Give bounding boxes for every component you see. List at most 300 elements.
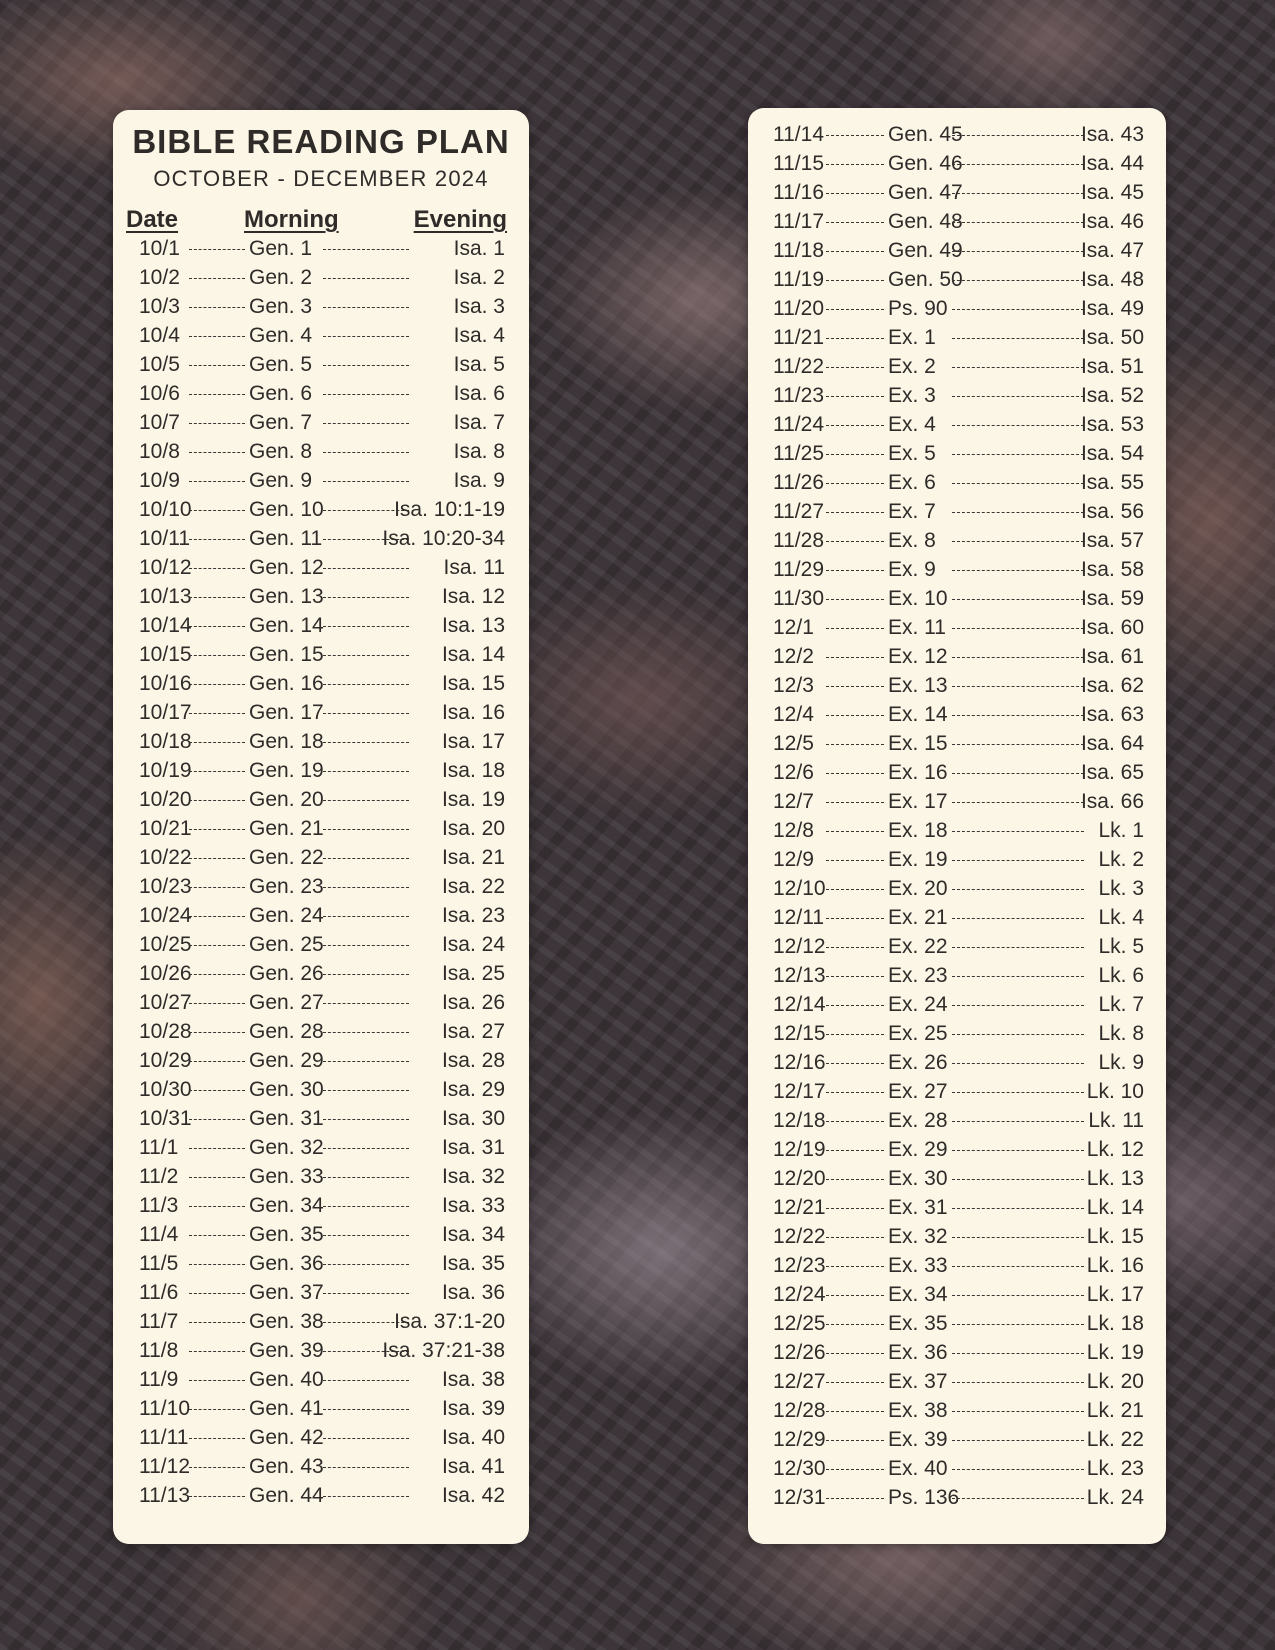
dotted-leader <box>952 1353 1084 1354</box>
morning-reading: Ex. 5 <box>888 442 936 465</box>
dotted-leader <box>323 916 409 917</box>
reading-row <box>748 149 1166 178</box>
dotted-leader <box>189 1264 245 1265</box>
reading-row <box>748 613 1166 642</box>
reading-row <box>113 756 529 785</box>
morning-reading: Ex. 27 <box>888 1080 948 1103</box>
dotted-leader <box>323 452 409 453</box>
reading-date: 10/14 <box>139 614 192 637</box>
dotted-leader <box>323 974 409 975</box>
reading-row <box>113 321 529 350</box>
dotted-leader <box>826 1179 884 1180</box>
morning-reading: Ex. 1 <box>888 326 936 349</box>
dotted-leader <box>952 1121 1084 1122</box>
dotted-leader <box>323 1293 409 1294</box>
evening-reading: Isa. 53 <box>1080 413 1144 436</box>
evening-reading: Isa. 20 <box>441 817 505 840</box>
morning-reading: Ex. 37 <box>888 1370 948 1393</box>
reading-date: 11/13 <box>139 1484 190 1507</box>
dotted-leader <box>323 1148 409 1149</box>
reading-row <box>113 1162 529 1191</box>
evening-reading: Isa. 27 <box>441 1020 505 1043</box>
dotted-leader <box>189 1061 245 1062</box>
morning-reading: Ex. 35 <box>888 1312 948 1335</box>
morning-reading: Ex. 14 <box>888 703 948 726</box>
reading-date: 12/6 <box>773 761 814 784</box>
dotted-leader <box>189 510 245 511</box>
dotted-leader <box>189 278 245 279</box>
morning-reading: Gen. 12 <box>249 556 324 579</box>
dotted-leader <box>189 336 245 337</box>
evening-reading: Isa. 54 <box>1080 442 1144 465</box>
reading-date: 11/29 <box>773 558 824 581</box>
reading-row <box>748 874 1166 903</box>
evening-reading: Isa. 19 <box>441 788 505 811</box>
dotted-leader <box>189 858 245 859</box>
dotted-leader <box>952 164 1084 165</box>
reading-date: 10/25 <box>139 933 192 956</box>
dotted-leader <box>189 1177 245 1178</box>
reading-row <box>748 410 1166 439</box>
evening-reading: Lk. 23 <box>1086 1457 1144 1480</box>
reading-date: 11/6 <box>139 1281 179 1304</box>
dotted-leader <box>952 918 1084 919</box>
evening-reading: Isa. 46 <box>1080 210 1144 233</box>
reading-date: 11/2 <box>139 1165 179 1188</box>
evening-reading: Isa. 10:1-19 <box>394 498 505 521</box>
dotted-leader <box>826 744 884 745</box>
dotted-leader <box>189 655 245 656</box>
evening-reading: Isa. 42 <box>441 1484 505 1507</box>
dotted-leader <box>826 860 884 861</box>
dotted-leader <box>323 1496 409 1497</box>
dotted-leader <box>952 367 1084 368</box>
dotted-leader <box>952 860 1084 861</box>
evening-reading: Isa. 30 <box>441 1107 505 1130</box>
evening-reading: Isa. 43 <box>1080 123 1144 146</box>
reading-date: 11/14 <box>773 123 824 146</box>
dotted-leader <box>826 367 884 368</box>
dotted-leader <box>826 628 884 629</box>
dotted-leader <box>323 1380 409 1381</box>
reading-date: 10/24 <box>139 904 192 927</box>
reading-row <box>748 1106 1166 1135</box>
reading-row <box>748 207 1166 236</box>
dotted-leader <box>189 887 245 888</box>
reading-date: 11/30 <box>773 587 824 610</box>
dotted-leader <box>826 947 884 948</box>
reading-row <box>113 669 529 698</box>
morning-reading: Gen. 46 <box>888 152 963 175</box>
reading-date: 10/1 <box>139 237 180 260</box>
dotted-leader <box>189 1090 245 1091</box>
dotted-leader <box>189 1032 245 1033</box>
morning-reading: Gen. 9 <box>249 469 313 492</box>
evening-reading: Isa. 44 <box>1080 152 1144 175</box>
reading-row <box>748 903 1166 932</box>
reading-date: 11/20 <box>773 297 824 320</box>
dotted-leader <box>952 570 1084 571</box>
reading-row <box>113 1104 529 1133</box>
reading-row <box>113 437 529 466</box>
dotted-leader <box>952 135 1084 136</box>
reading-row <box>113 1133 529 1162</box>
evening-reading: Lk. 5 <box>1098 935 1144 958</box>
reading-row <box>113 466 529 495</box>
dotted-leader <box>826 1382 884 1383</box>
dotted-leader <box>189 597 245 598</box>
dotted-leader <box>826 599 884 600</box>
dotted-leader <box>189 742 245 743</box>
morning-reading: Gen. 28 <box>249 1020 324 1043</box>
reading-row <box>113 843 529 872</box>
dotted-leader <box>826 193 884 194</box>
column-header-morning: Morning <box>244 206 339 233</box>
evening-reading: Isa. 45 <box>1080 181 1144 204</box>
reading-row <box>748 120 1166 149</box>
dotted-leader <box>189 394 245 395</box>
morning-reading: Ex. 25 <box>888 1022 948 1045</box>
dotted-leader <box>323 655 409 656</box>
morning-reading: Gen. 44 <box>249 1484 324 1507</box>
reading-row <box>748 1367 1166 1396</box>
reading-row <box>748 555 1166 584</box>
reading-date: 11/8 <box>139 1339 179 1362</box>
dotted-leader <box>952 1382 1084 1383</box>
reading-row <box>748 671 1166 700</box>
reading-date: 11/23 <box>773 384 824 407</box>
reading-date: 10/13 <box>139 585 192 608</box>
morning-reading: Ex. 11 <box>888 616 946 639</box>
reading-date: 10/26 <box>139 962 192 985</box>
morning-reading: Ex. 19 <box>888 848 948 871</box>
morning-reading: Gen. 10 <box>249 498 324 521</box>
dotted-leader <box>826 512 884 513</box>
dotted-leader <box>826 425 884 426</box>
evening-reading: Lk. 16 <box>1086 1254 1144 1277</box>
column-header-evening: Evening <box>413 206 507 233</box>
evening-reading: Isa. 7 <box>453 411 505 434</box>
dotted-leader <box>323 887 409 888</box>
reading-list-left <box>113 234 529 1510</box>
reading-row <box>113 698 529 727</box>
dotted-leader <box>189 1467 245 1468</box>
reading-date: 10/15 <box>139 643 192 666</box>
dotted-leader <box>952 976 1084 977</box>
morning-reading: Gen. 17 <box>249 701 324 724</box>
dotted-leader <box>952 1034 1084 1035</box>
reading-date: 12/13 <box>773 964 826 987</box>
evening-reading: Isa. 6 <box>453 382 505 405</box>
reading-date: 10/30 <box>139 1078 192 1101</box>
reading-row <box>748 468 1166 497</box>
dotted-leader <box>189 1119 245 1120</box>
reading-date: 12/24 <box>773 1283 826 1306</box>
reading-date: 12/11 <box>773 906 824 929</box>
evening-reading: Lk. 9 <box>1098 1051 1144 1074</box>
reading-date: 10/5 <box>139 353 180 376</box>
reading-date: 11/1 <box>139 1136 179 1159</box>
dotted-leader <box>952 1324 1084 1325</box>
reading-date: 12/21 <box>773 1196 826 1219</box>
dotted-leader <box>826 1353 884 1354</box>
dotted-leader <box>826 1150 884 1151</box>
dotted-leader <box>189 307 245 308</box>
dotted-leader <box>826 1237 884 1238</box>
reading-date: 11/24 <box>773 413 824 436</box>
reading-date: 10/28 <box>139 1020 192 1043</box>
reading-row <box>113 1365 529 1394</box>
morning-reading: Gen. 23 <box>249 875 324 898</box>
dotted-leader <box>323 684 409 685</box>
morning-reading: Gen. 16 <box>249 672 324 695</box>
evening-reading: Isa. 22 <box>441 875 505 898</box>
reading-date: 11/19 <box>773 268 824 291</box>
evening-reading: Isa. 21 <box>441 846 505 869</box>
dotted-leader <box>189 829 245 830</box>
dotted-leader <box>826 1498 884 1499</box>
evening-reading: Isa. 2 <box>453 266 505 289</box>
morning-reading: Ex. 38 <box>888 1399 948 1422</box>
morning-reading: Gen. 8 <box>249 440 313 463</box>
evening-reading: Isa. 12 <box>441 585 505 608</box>
morning-reading: Gen. 15 <box>249 643 324 666</box>
evening-reading: Isa. 4 <box>453 324 505 347</box>
reading-row <box>113 1394 529 1423</box>
evening-reading: Lk. 6 <box>1098 964 1144 987</box>
reading-date: 10/8 <box>139 440 180 463</box>
morning-reading: Gen. 6 <box>249 382 313 405</box>
evening-reading: Isa. 37:21-38 <box>382 1339 505 1362</box>
morning-reading: Ex. 29 <box>888 1138 948 1161</box>
reading-row <box>748 439 1166 468</box>
evening-reading: Isa. 35 <box>441 1252 505 1275</box>
reading-row <box>113 901 529 930</box>
dotted-leader <box>826 483 884 484</box>
plan-date-range: OCTOBER - DECEMBER 2024 <box>153 166 489 191</box>
dotted-leader <box>189 1322 245 1323</box>
reading-row <box>748 1135 1166 1164</box>
evening-reading: Isa. 9 <box>453 469 505 492</box>
reading-row <box>748 381 1166 410</box>
morning-reading: Ps. 90 <box>888 297 948 320</box>
reading-date: 11/21 <box>773 326 824 349</box>
reading-date: 11/18 <box>773 239 824 262</box>
evening-reading: Isa. 39 <box>441 1397 505 1420</box>
dotted-leader <box>952 193 1084 194</box>
dotted-leader <box>826 1411 884 1412</box>
dotted-leader <box>826 1092 884 1093</box>
dotted-leader <box>323 1090 409 1091</box>
dotted-leader <box>952 628 1084 629</box>
dotted-leader <box>189 974 245 975</box>
reading-row <box>113 1423 529 1452</box>
morning-reading: Gen. 41 <box>249 1397 324 1420</box>
reading-row <box>748 265 1166 294</box>
dotted-leader <box>826 541 884 542</box>
reading-plan-card-right <box>748 108 1166 1544</box>
reading-date: 10/20 <box>139 788 192 811</box>
dotted-leader <box>189 1438 245 1439</box>
evening-reading: Isa. 52 <box>1080 384 1144 407</box>
reading-date: 11/28 <box>773 529 824 552</box>
reading-row <box>748 1193 1166 1222</box>
dotted-leader <box>323 1264 409 1265</box>
dotted-leader <box>323 1032 409 1033</box>
evening-reading: Isa. 51 <box>1080 355 1144 378</box>
dotted-leader <box>189 481 245 482</box>
dotted-leader <box>952 1150 1084 1151</box>
reading-date: 11/17 <box>773 210 824 233</box>
reading-row <box>113 1017 529 1046</box>
reading-date: 12/25 <box>773 1312 826 1335</box>
reading-row <box>748 294 1166 323</box>
morning-reading: Ex. 4 <box>888 413 936 436</box>
reading-row <box>748 1222 1166 1251</box>
reading-row <box>113 1481 529 1510</box>
morning-reading: Ex. 20 <box>888 877 948 900</box>
reading-row <box>748 932 1166 961</box>
morning-reading: Ex. 31 <box>888 1196 948 1219</box>
morning-reading: Ex. 9 <box>888 558 936 581</box>
dotted-leader <box>323 1206 409 1207</box>
reading-row <box>113 727 529 756</box>
dotted-leader <box>826 889 884 890</box>
morning-reading: Gen. 42 <box>249 1426 324 1449</box>
evening-reading: Lk. 10 <box>1086 1080 1144 1103</box>
morning-reading: Ex. 7 <box>888 500 936 523</box>
evening-reading: Lk. 24 <box>1086 1486 1144 1509</box>
morning-reading: Ex. 26 <box>888 1051 948 1074</box>
reading-row <box>113 1220 529 1249</box>
dotted-leader <box>952 454 1084 455</box>
evening-reading: Lk. 19 <box>1086 1341 1144 1364</box>
dotted-leader <box>952 483 1084 484</box>
dotted-leader <box>189 684 245 685</box>
dotted-leader <box>189 452 245 453</box>
evening-reading: Isa. 5 <box>453 353 505 376</box>
dotted-leader <box>952 686 1084 687</box>
dotted-leader <box>952 599 1084 600</box>
reading-date: 11/5 <box>139 1252 179 1275</box>
evening-reading: Isa. 29 <box>441 1078 505 1101</box>
dotted-leader <box>952 1179 1084 1180</box>
dotted-leader <box>323 713 409 714</box>
evening-reading: Isa. 37:1-20 <box>394 1310 505 1333</box>
dotted-leader <box>323 1061 409 1062</box>
reading-date: 12/1 <box>773 616 814 639</box>
dotted-leader <box>952 657 1084 658</box>
morning-reading: Gen. 30 <box>249 1078 324 1101</box>
reading-row <box>748 1077 1166 1106</box>
dotted-leader <box>826 1324 884 1325</box>
dotted-leader <box>952 222 1084 223</box>
dotted-leader <box>189 1293 245 1294</box>
reading-row <box>748 1048 1166 1077</box>
morning-reading: Ex. 6 <box>888 471 936 494</box>
dotted-leader <box>189 1003 245 1004</box>
reading-date: 12/18 <box>773 1109 826 1132</box>
dotted-leader <box>952 309 1084 310</box>
morning-reading: Gen. 47 <box>888 181 963 204</box>
reading-list-right <box>748 120 1166 1512</box>
reading-date: 12/9 <box>773 848 814 871</box>
evening-reading: Lk. 11 <box>1088 1109 1144 1132</box>
reading-row <box>748 323 1166 352</box>
evening-reading: Isa. 57 <box>1080 529 1144 552</box>
evening-reading: Isa. 66 <box>1080 790 1144 813</box>
reading-date: 12/10 <box>773 877 826 900</box>
dotted-leader <box>323 336 409 337</box>
dotted-leader <box>826 309 884 310</box>
dotted-leader <box>826 1034 884 1035</box>
evening-reading: Isa. 14 <box>441 643 505 666</box>
morning-reading: Gen. 13 <box>249 585 324 608</box>
reading-date: 10/18 <box>139 730 192 753</box>
dotted-leader <box>189 626 245 627</box>
evening-reading: Isa. 23 <box>441 904 505 927</box>
dotted-leader <box>323 394 409 395</box>
evening-reading: Lk. 21 <box>1086 1399 1144 1422</box>
morning-reading: Ex. 10 <box>888 587 948 610</box>
morning-reading: Gen. 7 <box>249 411 313 434</box>
evening-reading: Lk. 1 <box>1098 819 1144 842</box>
evening-reading: Isa. 64 <box>1080 732 1144 755</box>
dotted-leader <box>952 1005 1084 1006</box>
morning-reading: Gen. 2 <box>249 266 313 289</box>
reading-date: 11/16 <box>773 181 824 204</box>
reading-row <box>748 1164 1166 1193</box>
dotted-leader <box>189 1351 245 1352</box>
reading-row <box>113 1336 529 1365</box>
morning-reading: Ex. 13 <box>888 674 948 697</box>
dotted-leader <box>826 1469 884 1470</box>
dotted-leader <box>189 945 245 946</box>
dotted-leader <box>952 1092 1084 1093</box>
reading-date: 12/26 <box>773 1341 826 1364</box>
morning-reading: Ex. 28 <box>888 1109 948 1132</box>
evening-reading: Isa. 41 <box>441 1455 505 1478</box>
morning-reading: Gen. 27 <box>249 991 324 1014</box>
reading-row <box>113 1249 529 1278</box>
reading-date: 11/25 <box>773 442 824 465</box>
evening-reading: Isa. 50 <box>1080 326 1144 349</box>
reading-date: 12/4 <box>773 703 814 726</box>
dotted-leader <box>189 365 245 366</box>
reading-date: 10/7 <box>139 411 180 434</box>
morning-reading: Gen. 22 <box>249 846 324 869</box>
reading-row <box>748 1338 1166 1367</box>
reading-date: 11/11 <box>139 1426 189 1449</box>
reading-row <box>748 1251 1166 1280</box>
dotted-leader <box>189 1496 245 1497</box>
reading-date: 10/3 <box>139 295 180 318</box>
reading-date: 12/19 <box>773 1138 826 1161</box>
dotted-leader <box>323 278 409 279</box>
reading-date: 11/12 <box>139 1455 190 1478</box>
evening-reading: Lk. 20 <box>1086 1370 1144 1393</box>
reading-row <box>748 961 1166 990</box>
dotted-leader <box>952 396 1084 397</box>
dotted-leader <box>952 1063 1084 1064</box>
evening-reading: Isa. 3 <box>453 295 505 318</box>
morning-reading: Ex. 21 <box>888 906 948 929</box>
dotted-leader <box>826 251 884 252</box>
reading-date: 10/2 <box>139 266 180 289</box>
evening-reading: Isa. 28 <box>441 1049 505 1072</box>
reading-row <box>113 350 529 379</box>
dotted-leader <box>189 916 245 917</box>
